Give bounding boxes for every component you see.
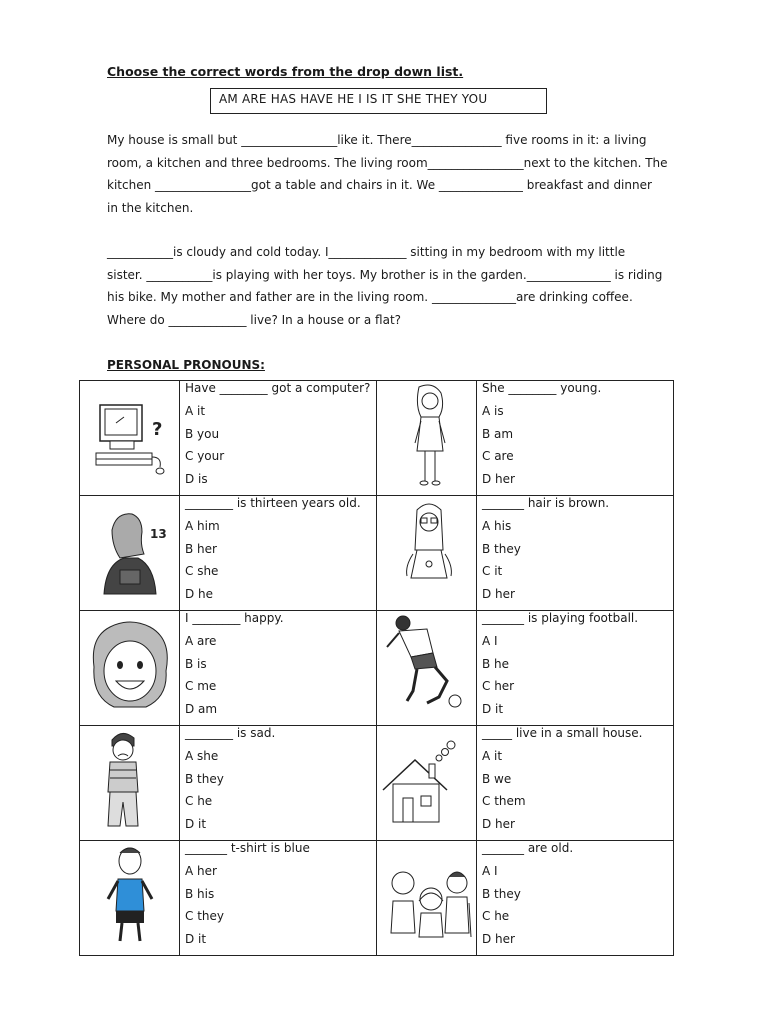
table-row: [80, 840, 674, 955]
table-row: [80, 381, 674, 496]
question-cell: [180, 381, 377, 496]
smiling-face-icon: [80, 611, 179, 724]
answer-option[interactable]: C me: [185, 679, 217, 694]
question-image-cell: [377, 610, 477, 725]
answer-option[interactable]: D her: [482, 932, 515, 947]
word-bank: AM ARE HAS HAVE HE I IS IT SHE THEY YOU: [210, 88, 547, 114]
football-player-icon: [377, 611, 476, 724]
question-text: _______ is playing football.: [482, 610, 639, 625]
question-image-cell: [377, 381, 477, 496]
question-text: I ________ happy.: [185, 610, 284, 625]
table-row: [80, 610, 674, 725]
paragraph-line: sister. ___________is playing with her toys. My brother is in the garden.______________ is riding: [107, 267, 663, 282]
paragraph-2: [107, 241, 667, 332]
answer-option[interactable]: B they: [482, 886, 521, 901]
answer-option[interactable]: C them: [482, 794, 526, 809]
answer-option[interactable]: B his: [185, 886, 215, 901]
answer-option[interactable]: A him: [185, 518, 220, 533]
question-text: ________ is sad.: [185, 725, 276, 740]
question-text: She ________ young.: [482, 381, 602, 395]
paragraph-line: Where do _____________ live? In a house or a flat?: [107, 313, 402, 328]
answer-option[interactable]: B is: [185, 656, 207, 671]
girl-glasses-icon: [377, 496, 476, 609]
question-cell: [180, 840, 377, 955]
question-image-cell: [80, 840, 180, 955]
answer-option[interactable]: B her: [185, 541, 217, 556]
answer-option[interactable]: D is: [185, 472, 208, 487]
answer-option[interactable]: B he: [482, 656, 510, 671]
question-cell: [180, 725, 377, 840]
answer-option[interactable]: C she: [185, 564, 219, 579]
question-image-cell: [377, 840, 477, 955]
answer-option[interactable]: B you: [185, 426, 220, 441]
answer-option[interactable]: C are: [482, 449, 514, 464]
paragraph-line: ___________is cloudy and cold today. I_____________ sitting in my bedroom with my little: [107, 245, 626, 259]
section-title: PERSONAL PRONOUNS:: [107, 358, 265, 372]
page-title: Choose the correct words from the drop down list.: [107, 64, 464, 79]
paragraph-1: [107, 129, 667, 220]
computer-icon: [80, 381, 179, 494]
paragraph-line: his bike. My mother and father are in the living room. ______________are drinking coffee.: [107, 290, 633, 305]
answer-option[interactable]: A I: [482, 633, 498, 648]
answer-option[interactable]: A I: [482, 863, 498, 878]
question-image-cell: [80, 725, 180, 840]
answer-option[interactable]: B they: [482, 541, 521, 556]
answer-option[interactable]: A are: [185, 633, 217, 648]
table-row: [80, 725, 674, 840]
answer-option[interactable]: D am: [185, 702, 218, 717]
house-icon: [377, 726, 476, 839]
question-cell: [477, 725, 674, 840]
answer-option[interactable]: D her: [482, 817, 515, 832]
boy-blue-shirt-icon: [80, 841, 179, 954]
question-text: _______ are old.: [482, 840, 574, 855]
question-cell: [477, 840, 674, 955]
paragraph-line: in the kitchen.: [107, 201, 194, 216]
answer-option[interactable]: D her: [482, 472, 515, 487]
answer-option[interactable]: A it: [185, 403, 206, 418]
svg-text:?: ?: [152, 419, 163, 440]
old-people-icon: [377, 841, 476, 954]
question-image-cell: [377, 725, 477, 840]
answer-option[interactable]: A she: [185, 748, 219, 763]
answer-option[interactable]: C your: [185, 449, 225, 464]
answer-option[interactable]: D it: [482, 702, 504, 717]
answer-option[interactable]: C her: [482, 679, 515, 694]
answer-option[interactable]: C it: [482, 564, 503, 579]
answer-option[interactable]: D her: [482, 587, 515, 602]
age-badge: 13: [150, 526, 167, 541]
question-text: Have ________ got a computer?: [185, 381, 371, 395]
question-text: _______ t-shirt is blue: [185, 840, 310, 855]
answer-option[interactable]: A is: [482, 403, 504, 418]
answer-option[interactable]: D it: [185, 932, 207, 947]
girl-icon: [377, 381, 476, 494]
answer-option[interactable]: B am: [482, 426, 514, 441]
teen-girl-icon: [80, 496, 179, 609]
answer-option[interactable]: B they: [185, 771, 224, 786]
answer-option[interactable]: D it: [185, 817, 207, 832]
question-text: _______ hair is brown.: [482, 495, 610, 510]
question-cell: [180, 495, 377, 610]
table-row: [80, 495, 674, 610]
question-image-cell: [377, 495, 477, 610]
paragraph-line: room, a kitchen and three bedrooms. The living room________________next to the kitchen. The: [107, 155, 668, 170]
answer-option[interactable]: C they: [185, 909, 224, 924]
paragraph-line: kitchen ________________got a table and chairs in it. We ______________ breakfast and dinner: [107, 178, 652, 193]
question-cell: [477, 381, 674, 496]
question-cell: [180, 610, 377, 725]
question-text: ________ is thirteen years old.: [185, 495, 361, 510]
question-cell: [477, 495, 674, 610]
answer-option[interactable]: C he: [185, 794, 213, 809]
answer-option[interactable]: D he: [185, 587, 214, 602]
answer-option[interactable]: A his: [482, 518, 512, 533]
pronoun-quiz-table: [79, 380, 674, 956]
answer-option[interactable]: A it: [482, 748, 503, 763]
question-cell: [477, 610, 674, 725]
question-image-cell: [80, 495, 180, 610]
question-image-cell: [80, 381, 180, 496]
question-text: _____ live in a small house.: [482, 725, 643, 740]
paragraph-line: My house is small but ________________like it. There_______________ five rooms in it: a living: [107, 133, 647, 147]
sad-boy-icon: [80, 726, 179, 839]
answer-option[interactable]: A her: [185, 863, 217, 878]
answer-option[interactable]: C he: [482, 909, 510, 924]
answer-option[interactable]: B we: [482, 771, 512, 786]
question-image-cell: [80, 610, 180, 725]
